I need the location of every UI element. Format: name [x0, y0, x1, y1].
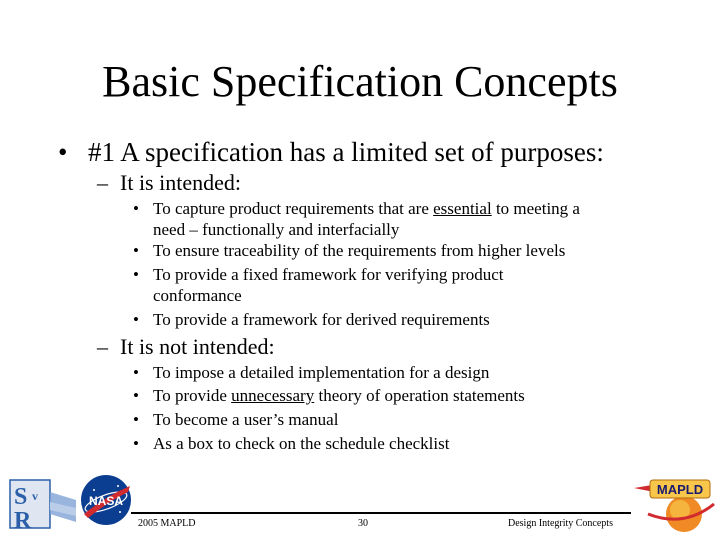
- svg-text:v: v: [32, 489, 38, 503]
- underlined-word: unnecessary: [231, 386, 315, 405]
- footer-left: 2005 MAPLD: [138, 518, 196, 529]
- bullet-text: #1 A specification has a limited set of purposes:: [88, 137, 604, 167]
- list-item-text: To become a user’s manual: [153, 410, 339, 429]
- svg-text:R: R: [14, 508, 32, 532]
- bullet-marker: •: [133, 265, 139, 284]
- slide-title: Basic Specification Concepts: [102, 57, 618, 106]
- underlined-word: essential: [433, 199, 492, 218]
- list-item-text: To impose a detailed implementation for a design: [153, 363, 490, 382]
- subpoint-text: It is not intended:: [120, 334, 275, 359]
- text-run: To provide a fixed framework for verifying product: [153, 265, 504, 284]
- svg-text:S: S: [14, 484, 28, 510]
- bullet-marker: •: [133, 434, 139, 453]
- text-run: to meeting a: [491, 199, 580, 218]
- svr-logo: [8, 478, 78, 532]
- bullet-marker: •: [133, 199, 139, 218]
- dash-marker: –: [97, 334, 108, 359]
- page-number: 30: [358, 518, 368, 529]
- text-run: To capture product requirements that are: [153, 199, 434, 218]
- dash-marker: –: [97, 170, 108, 195]
- list-item-text: [153, 198, 663, 240]
- text-run: conformance: [153, 286, 242, 305]
- nasa-logo: [80, 474, 132, 526]
- svg-text:NASA: NASA: [88, 494, 124, 508]
- footer-divider: [131, 512, 631, 514]
- bullet-marker: •: [133, 386, 139, 405]
- list-item-text: As a box to check on the schedule checklist: [153, 434, 450, 453]
- list-item-text: To ensure traceability of the requirements from higher levels: [153, 241, 566, 260]
- bullet-marker: •: [133, 310, 139, 329]
- text-run: theory of operation statements: [314, 386, 525, 405]
- bullet-marker: •: [133, 241, 139, 260]
- list-item-text: To provide a framework for derived requirements: [153, 310, 490, 329]
- footer-right: Design Integrity Concepts: [508, 518, 613, 529]
- subpoint-text: It is intended:: [120, 170, 241, 195]
- bullet-marker: •: [133, 363, 139, 382]
- list-item-text: [153, 264, 663, 306]
- text-run: need – functionally and interfacially: [153, 220, 400, 239]
- svg-text:MAPLD: MAPLD: [656, 482, 704, 497]
- bullet-marker: •: [133, 410, 139, 429]
- bullet-marker: •: [58, 137, 68, 167]
- list-item-text: [153, 385, 663, 406]
- mapld-logo: [628, 470, 716, 536]
- text-run: To provide: [153, 386, 232, 405]
